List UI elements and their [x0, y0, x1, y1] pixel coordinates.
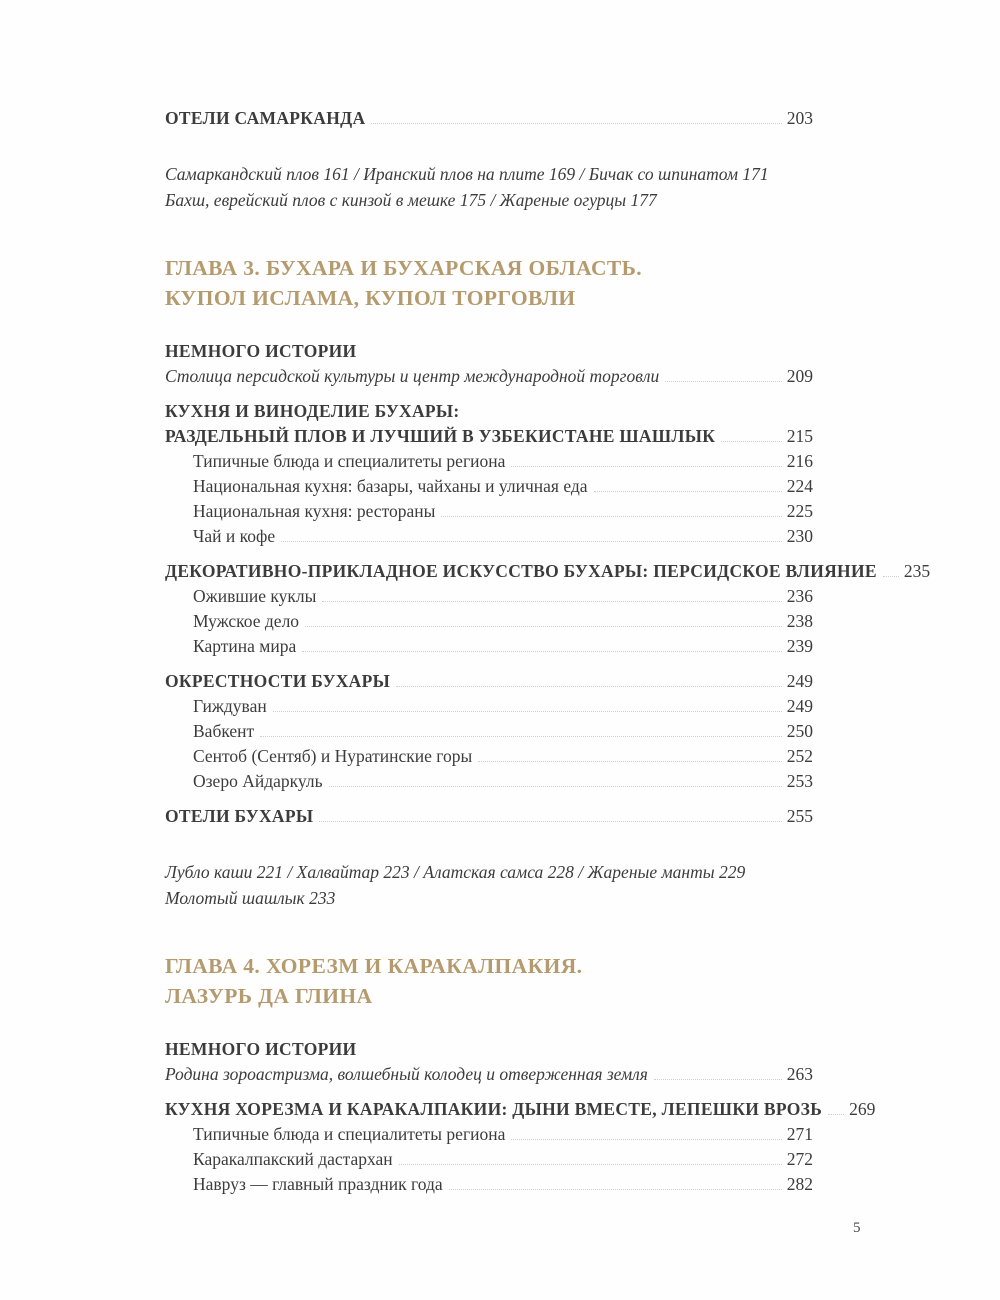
- recipe-list-line: Лубло каши 221 / Халвайтар 223 / Алатская самса 228 / Жареные манты 229: [165, 862, 746, 882]
- toc-group: [165, 339, 813, 389]
- dotted-leader: [371, 123, 781, 124]
- toc-entry: [165, 339, 813, 364]
- toc-entry-label: ОТЕЛИ БУХАРЫ: [165, 806, 314, 826]
- page-number: 5: [853, 1220, 861, 1236]
- toc-entry: [165, 1147, 813, 1172]
- toc-group: [165, 669, 813, 794]
- toc-entry: [165, 524, 813, 549]
- dotted-leader: [828, 1114, 844, 1115]
- dotted-leader: [665, 381, 782, 382]
- toc-entry-page: 249: [786, 671, 813, 691]
- toc-entry: [165, 609, 813, 634]
- toc-entry-label: Типичные блюда и специалитеты региона: [193, 1124, 506, 1144]
- dotted-leader: [594, 491, 782, 492]
- toc-entry: [165, 424, 813, 449]
- dotted-leader: [511, 466, 781, 467]
- dotted-leader: [329, 786, 782, 787]
- toc-entry-label: КУХНЯ И ВИНОДЕЛИЕ БУХАРЫ:: [165, 401, 460, 421]
- dotted-leader: [654, 1079, 782, 1080]
- toc-entry: [165, 399, 813, 424]
- toc-entry-label: Картина мира: [193, 636, 297, 656]
- recipes-list: [165, 859, 813, 911]
- toc-entry-page: 230: [786, 526, 813, 546]
- toc-entry: [165, 634, 813, 659]
- toc-entry-page: 225: [786, 501, 813, 521]
- toc-entry: [165, 694, 813, 719]
- toc-entry: [165, 1037, 813, 1062]
- chapter-heading: [165, 951, 813, 1011]
- toc-entry: [165, 364, 813, 389]
- recipe-list-line: Самаркандский плов 161 / Иранский плов на плите 169 / Бичак со шпинатом 171: [165, 164, 769, 184]
- dotted-leader: [721, 441, 782, 442]
- toc-entry-page: 255: [786, 806, 813, 826]
- toc-entry-label: ДЕКОРАТИВНО-ПРИКЛАДНОЕ ИСКУССТВО БУХАРЫ: ПЕРСИДСКОЕ ВЛИЯНИЕ: [165, 561, 877, 581]
- toc-entry-label: Навруз — главный праздник года: [193, 1174, 443, 1194]
- toc-entry-page: 253: [786, 771, 813, 791]
- toc-entry: [165, 1122, 813, 1147]
- chapter-heading: [165, 253, 813, 313]
- toc-entry: [165, 719, 813, 744]
- dotted-leader: [449, 1189, 782, 1190]
- toc-entry-page: 269: [849, 1099, 876, 1119]
- toc-group: [165, 1037, 813, 1087]
- dotted-leader: [281, 541, 782, 542]
- toc-group: [165, 804, 813, 829]
- toc-entry-page: 215: [786, 426, 813, 446]
- toc-entry: [165, 1062, 813, 1087]
- toc-entry-page: 249: [786, 696, 813, 716]
- toc-entry-page: 216: [786, 451, 813, 471]
- toc-entry: [165, 1172, 813, 1197]
- toc-entry-page: 250: [786, 721, 813, 741]
- dotted-leader: [441, 516, 781, 517]
- toc-entry-page: 252: [786, 746, 813, 766]
- toc-entry: [165, 106, 813, 131]
- dotted-leader: [319, 821, 781, 822]
- toc-group: [165, 559, 931, 659]
- table-of-contents: [165, 106, 931, 1197]
- recipe-list-line: Молотый шашлык 233: [165, 888, 336, 908]
- toc-entry-label: Национальная кухня: базары, чайханы и уличная еда: [193, 476, 588, 496]
- dotted-leader: [305, 626, 782, 627]
- toc-entry-label: Вабкент: [193, 721, 255, 741]
- dotted-leader: [883, 576, 899, 577]
- toc-group: [165, 1097, 876, 1197]
- toc-entry-page: 209: [786, 366, 813, 386]
- toc-entry-label: Столица персидской культуры и центр международной торговли: [165, 366, 660, 386]
- toc-group: [165, 399, 813, 549]
- toc-entry-label: Мужское дело: [193, 611, 300, 631]
- toc-entry: [165, 499, 813, 524]
- toc-entry: [165, 1097, 876, 1122]
- dotted-leader: [478, 761, 782, 762]
- toc-entry: [165, 474, 813, 499]
- toc-group: [165, 106, 813, 131]
- chapter-title-line: ЛАЗУРЬ ДА ГЛИНА: [165, 984, 373, 1008]
- toc-entry-page: 272: [786, 1149, 813, 1169]
- toc-entry-label: Родина зороастризма, волшебный колодец и отверженная земля: [165, 1064, 648, 1084]
- toc-entry-page: 282: [786, 1174, 813, 1194]
- chapter-title-line: ГЛАВА 3. БУХАРА И БУХАРСКАЯ ОБЛАСТЬ.: [165, 256, 643, 280]
- toc-entry: [165, 559, 931, 584]
- toc-entry-label: ОКРЕСТНОСТИ БУХАРЫ: [165, 671, 391, 691]
- toc-entry: [165, 669, 813, 694]
- toc-entry-label: Каракалпакский дастархан: [193, 1149, 393, 1169]
- toc-entry-page: 238: [786, 611, 813, 631]
- dotted-leader: [302, 651, 782, 652]
- dotted-leader: [399, 1164, 782, 1165]
- toc-entry-label: РАЗДЕЛЬНЫЙ ПЛОВ И ЛУЧШИЙ В УЗБЕКИСТАНЕ ШАШЛЫК: [165, 426, 716, 446]
- toc-entry-page: 236: [786, 586, 813, 606]
- toc-entry: [165, 804, 813, 829]
- toc-entry-label: НЕМНОГО ИСТОРИИ: [165, 1039, 357, 1059]
- toc-entry-label: НЕМНОГО ИСТОРИИ: [165, 341, 357, 361]
- dotted-leader: [322, 601, 781, 602]
- dotted-leader: [260, 736, 782, 737]
- toc-entry: [165, 584, 813, 609]
- toc-entry-page: 203: [786, 108, 813, 128]
- dotted-leader: [511, 1139, 781, 1140]
- toc-entry-label: ОТЕЛИ САМАРКАНДА: [165, 108, 366, 128]
- toc-entry-label: Ожившие куклы: [193, 586, 317, 606]
- recipe-list-line: Бахш, еврейский плов с кинзой в мешке 175 / Жареные огурцы 177: [165, 190, 657, 210]
- toc-entry-label: КУХНЯ ХОРЕЗМА И КАРАКАЛПАКИИ: ДЫНИ ВМЕСТЕ, ЛЕПЕШКИ ВРОЗЬ: [165, 1099, 823, 1119]
- toc-entry: [165, 449, 813, 474]
- toc-entry-page: 224: [786, 476, 813, 496]
- toc-entry: [165, 769, 813, 794]
- toc-entry: [165, 744, 813, 769]
- dotted-leader: [273, 711, 782, 712]
- recipes-list: [165, 161, 813, 213]
- toc-entry-label: Типичные блюда и специалитеты региона: [193, 451, 506, 471]
- toc-entry-label: Озеро Айдаркуль: [193, 771, 323, 791]
- toc-entry-page: 271: [786, 1124, 813, 1144]
- chapter-title-line: КУПОЛ ИСЛАМА, КУПОЛ ТОРГОВЛИ: [165, 286, 576, 310]
- toc-entry-label: Сентоб (Сентяб) и Нуратинские горы: [193, 746, 473, 766]
- toc-entry-page: 235: [903, 561, 931, 581]
- toc-entry-page: 263: [786, 1064, 813, 1084]
- dotted-leader: [396, 686, 782, 687]
- toc-entry-label: Чай и кофе: [193, 526, 276, 546]
- toc-entry-page: 239: [786, 636, 813, 656]
- chapter-title-line: ГЛАВА 4. ХОРЕЗМ И КАРАКАЛПАКИЯ.: [165, 954, 583, 978]
- toc-entry-label: Гиждуван: [193, 696, 267, 716]
- toc-entry-label: Национальная кухня: рестораны: [193, 501, 436, 521]
